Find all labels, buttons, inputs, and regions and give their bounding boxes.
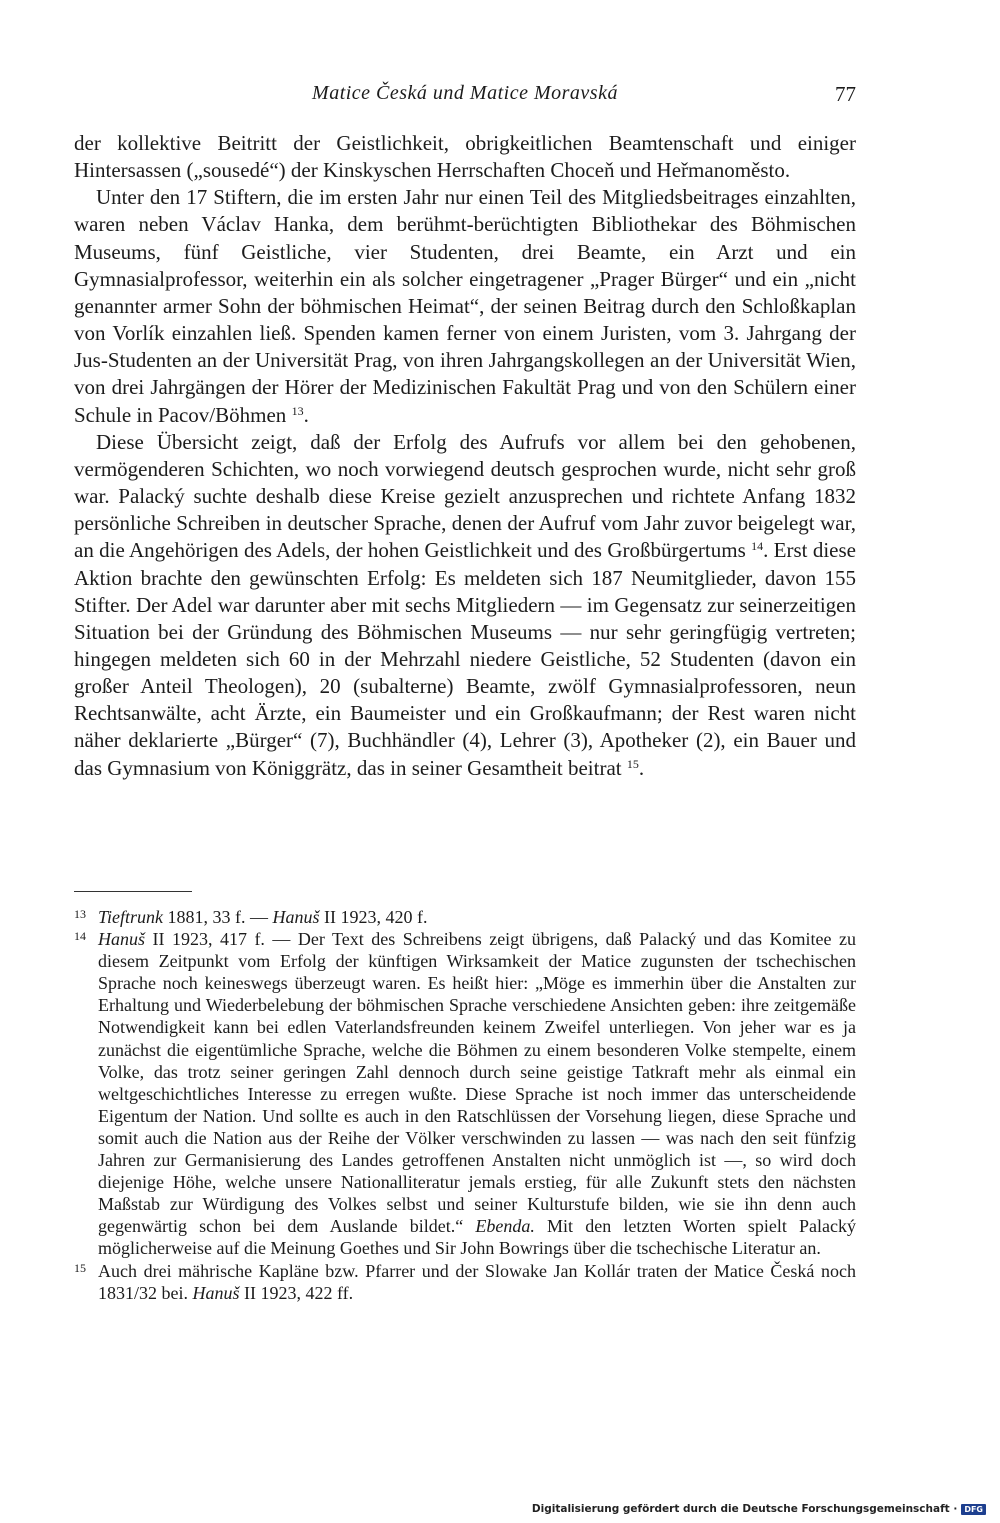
citation-author: Hanuš xyxy=(272,907,320,927)
footnote-number: 15 xyxy=(74,1260,86,1275)
paragraph-3-end: . xyxy=(638,755,645,780)
footnote-text: 1881, 33 f. — xyxy=(163,907,273,927)
paragraph-2 xyxy=(74,184,856,428)
citation-author: Tieftrunk xyxy=(98,907,164,927)
footnote-text: Mit den letzten Worten spielt Palacký möglicherweise auf die Meinung Goethes und Sir John Bowrings über die tschechische Literatur an. xyxy=(98,1216,856,1259)
footnote-text: II 1923, 420 f. xyxy=(319,907,428,927)
footnote-divider xyxy=(74,891,192,892)
page-number: 77 xyxy=(835,82,856,106)
citation-author: Hanuš xyxy=(192,1282,240,1303)
digitization-credit xyxy=(532,1503,986,1515)
paragraph-3-text-a: Diese Übersicht zeigt, daß der Erfolg des Aufrufs vor allem bei den gehobenen, vermögenderen Schichten, wo noch vorwiegend deutsch gesprochen wurde, nicht sehr groß war. Palacký suchte deshalb diese Kreise gezielt anzusprechen und richtete Anfang 1832 persönliche Schreiben in deutscher Sprache, denen der Aufruf vom Jahr zuvor beigelegt war, an die Angehörigen des Adels, der hohen Geistlichkeit und des Großbürgertums xyxy=(74,429,856,563)
dfg-logo-icon: DFG xyxy=(961,1504,986,1515)
running-title: Matice Česká und Matice Moravská xyxy=(312,82,618,104)
footnote-number: 13 xyxy=(74,907,86,921)
credit-text: Digitalisierung gefördert durch die Deutsche Forschungsgemeinschaft · xyxy=(531,1503,958,1515)
paragraph-2-end: . xyxy=(303,402,309,427)
citation-author: Hanuš xyxy=(98,929,146,950)
paragraph-2-text: Unter den 17 Stiftern, die im ersten Jahr nur einen Teil des Mitgliedsbeitrages einzahlten, waren neben Václav Hanka, dem berühmt-berüchtigten Bibliothekar des Böhmischen Museums, fünf Geistliche, vier Studenten, drei Beamte, ein Arzt und ein Gymnasialprofessor, weiterhin ein als solcher eingetragener „Prager Bürger“ und ein „nicht genannter armer Sohn der böhmischen Heimat“, der seinen Beitrag durch den Schloßkaplan von Vorlík einzahlen ließ. Spenden kamen ferner von einem Juristen, vom 3. Jahrgang der Jus-Studenten an der Universität Prag, von ihren Jahrgangskollegen an der Universität Wien, von drei Jahrgängen der Hörer der Medizinischen Fakultät Prag und von den Schülern einer Schule in Pacov/Böhmen xyxy=(74,185,856,427)
footnote-ref-15[interactable]: 15 xyxy=(626,756,639,771)
footnote-text: Auch drei mährische Kapläne bzw. Pfarrer und der Slowake Jan Kollár traten der Matice Česká noch 1831/32 bei. xyxy=(98,1260,856,1303)
footnote-text: II 1923, 422 ff. xyxy=(239,1282,354,1303)
footnote-ref-13[interactable]: 13 xyxy=(291,403,304,418)
footnote-ref-14[interactable]: 14 xyxy=(751,539,764,554)
footnote-14 xyxy=(74,928,856,1259)
footnotes xyxy=(74,906,856,1304)
paragraph-1: der kollektive Beitritt der Geistlichkeit, obrigkeitlichen Beamtenschaft und einiger Hintersassen („sousedé“) der Kinskyschen Herrschaften Choceň und Heřmanoměsto. xyxy=(74,131,856,183)
citation-ebenda: Ebenda. xyxy=(475,1216,535,1237)
footnote-13 xyxy=(74,906,856,928)
footnote-number: 14 xyxy=(74,929,86,944)
footnote-15 xyxy=(74,1260,856,1304)
paragraph-3 xyxy=(74,429,856,782)
main-text xyxy=(74,130,856,782)
footnote-text: II 1923, 417 f. — Der Text des Schreibens zeigt übrigens, daß Palacký und das Komitee zu diesem Zeitpunkt vom Erfolg der künftigen Wirksamkeit der Matice zugunsten der tschechischen Sprache noch keineswegs überzeugt waren. Es heißt hier: „Möge es immerhin über die Anstalten zur Erhaltung und Wiederbelebung der böhmischen Sprache verschiedene Ansichten geben: ihre zeitgemäße Notwendigkeit kann bei edlen Vaterlandsfreunden keinem Zweifel unterliegen. Von jeher war es ja zunächst die eigentümliche Sprache, welche die Böhmen zu einem besonderen Volke stempelte, einem Volke, das trotz seiner geringen Zahl dennoch durch seine geistige Tatkraft mehr als einmal ein weltgeschichtliches Interesse zu erregen wußte. Diese Sprache ist noch immer das unterscheidende Eigentum der Nation. Und sollte es auch in den Ratschlüssen der Vorsehung liegen, diese Sprache und somit auch die Nation aus der Reihe der Völker verschwinden zu lassen — was nach den seit fünfzig Jahren zur Germanisierung des Landes getroffenen Anstalten nicht unmöglich ist —, so wird doch diejenige Höhe, welche unsere Nationalliteratur jemals erstieg, für alle Zukunft stets den nächsten Maßstab zur Würdigung des Volkes selbst und seiner Kulturstufe bilden, wie sie ihn denn auch gegenwärtig schon bei dem Auslande bildet.“ xyxy=(98,929,856,1237)
paragraph-3-text-b: . Erst diese Aktion brachte den gewünschten Erfolg: Es meldeten sich 187 Neumitglieder, davon 155 Stifter. Der Adel war darunter aber mit sechs Mitgliedern — im Gegensatz zur seinerzeitigen Situation bei der Gründung des Böhmischen Museums — nur sehr geringfügig vertreten; hingegen meldeten sich 60 in der Mehrzahl niedere Geistliche, 52 Studenten (davon ein großer Anteil Theologen), 20 (subalterne) Beamte, zwölf Gymnasialprofessoren, neun Rechtsanwälte, acht Ärzte, ein Baumeister und ein Großkaufmann; der Rest waren nicht näher deklarierte „Bürger“ (7), Buchhändler (4), Lehrer (3), Apotheker (2), ein Bauer und das Gymnasium von Königgrätz, das in seiner Gesamtheit beitrat xyxy=(74,538,856,780)
page-header xyxy=(74,82,856,112)
